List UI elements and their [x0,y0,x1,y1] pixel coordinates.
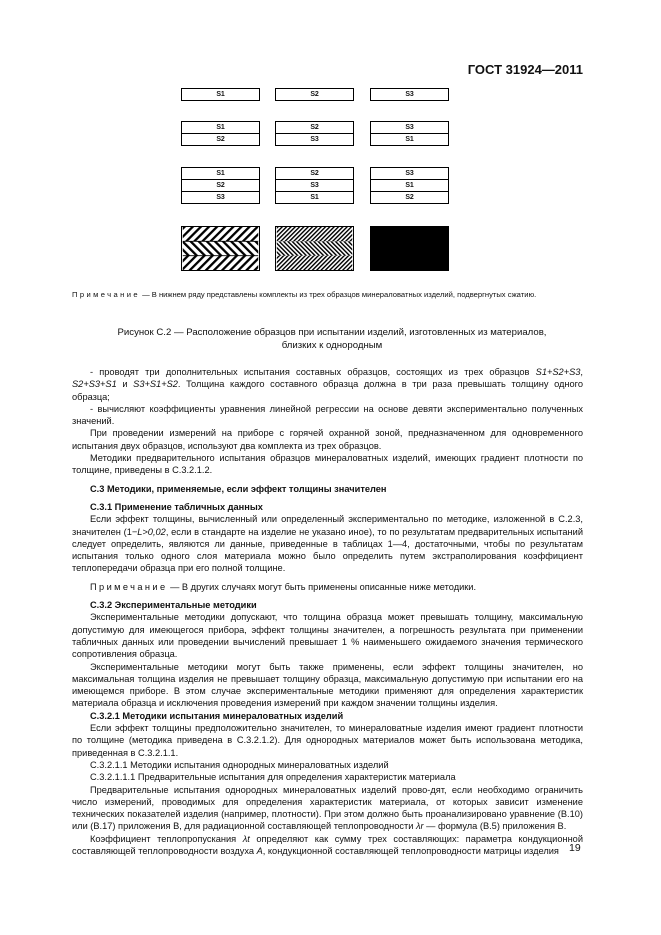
paragraph [72,513,583,574]
sample-set [275,121,354,146]
formula: −L>0,02 [131,526,166,537]
sample-label: S1 [310,194,319,201]
sample-label: S1 [405,136,414,143]
sample-label: S3 [371,122,448,134]
caption-line: Рисунок С.2 — Расположение образцов при испытании изделий, изготовленных из материалов, [117,327,547,338]
formula: S3+S1+S2 [133,379,178,390]
text-run: Коэффициент теплопропускания [90,833,243,844]
subsection-title: С.3.2.1.1.1 Предварительные испытания для определения характеристик материала [90,772,456,783]
text-run: — формула (В.5) приложения В. [423,821,567,832]
paragraph [72,366,583,403]
section-heading: С.3.2.1 Методики испытания минераловатных изделий [90,710,344,721]
sample-set [275,167,354,204]
sample-label: S3 [310,136,319,143]
sample-set [370,121,449,146]
paragraph: Экспериментальные методики могут быть также применены, если эффект толщины значителен, но максимальная толщина изделия не превышает толщину образца, максимальную допустимую при испытании его на имеющемся приборе. В этом случае экспериментальные методики применяют для определения характеристик материала образца и исключения проведения измерений при каждом значении толщины изделия. [72,661,583,709]
compressed-set-fine [275,226,354,271]
text-run: Если эффект толщины, вычисленный или определенный экспериментально по методике, изложенной в С.2.3, значителен (1 [72,514,583,537]
text-run: определяют как сумму трех составляющих: параметра кондукционной составляющей теплопроводности воздуха [72,833,583,856]
subsection-title: С.3.2.1.1 Методики испытания однородных минераловатных изделий [90,759,389,770]
sample-label: S3 [216,194,225,201]
figure-note [72,289,592,301]
text-run: - проводят три дополнительных испытания составных образцов, состоящих из трех образцов [90,367,536,377]
section-heading: С.3 Методики, применяемые, если эффект толщины значителен [90,483,387,494]
sample-label: S2 [216,136,225,143]
text-run: Предварительные испытания однородных минераловатных изделий прово-дят, если необходимо ограничить число измерений, проводимых для определения характеристик материала, от которых зависит изменение технических показателей изделия (например, плотности). При этом должно быть проанализировано уравнение (В.10) или (В.17) приложения В, для радиационной составляющей теплопроводности [72,784,583,832]
paragraph: - вычисляют коэффициенты уравнения линейной регрессии на основе девяти экспериментально полученных значений. [72,403,583,427]
page-number: 19 [569,842,581,854]
sample-label: S1 [216,91,225,98]
sample-label: S2 [276,122,353,134]
sample-label: S2 [276,168,353,180]
note-text: — В других случаях могут быть применены описанные ниже методики. [167,581,477,592]
text-run: , если в стандарте на изделие не указано иное), то по результатам предварительных испытаний следует определить, являются ли данные, приведенные в таблицах 1—4, достаточными, чтобы по результатам испытания только одного слоя материала можно было определить путем экстраполирования коэффициент теплопередачи образца при его полной толщине. [72,526,583,574]
text-run: . Толщина каждого составного образца должна в три раза превышать толщину одного образца; [72,379,583,402]
figure-caption [72,326,592,352]
sample-label: S3 [405,91,414,98]
paragraph: Экспериментальные методики допускают, что толщина образца может превышать толщину, максимальную допустимую для имеющегося прибора, эффект толщины значителен, а погрешность результата при применении табличных данных или проведении вычислений превышает 1 % наименьшего ожидаемого значения термического сопротивления образца. [72,612,583,660]
sample-label: S1 [182,122,259,134]
formula: S2+S3+S1 [72,379,117,390]
paragraph [72,833,583,858]
paragraph [72,784,583,833]
sample-set [275,88,354,101]
paragraph: Методики предварительного испытания образцов минераловатных изделий, имеющих градиент плотности по толщине, приведены в С.3.2.1.2. [72,453,583,476]
note [72,581,583,593]
sample-label: S3 [371,168,448,180]
note-label: Примечание [90,581,168,592]
compressed-set-coarse [181,226,260,271]
document-code: ГОСТ 31924—2011 [467,62,583,77]
sample-label: S2 [310,91,319,98]
sample-set [181,121,260,146]
formula: λr [415,821,424,832]
formula: A [256,845,263,856]
sample-set [370,167,449,204]
sample-set [181,88,260,101]
sample-label: S2 [405,194,414,201]
text-run: и [116,379,134,390]
body-text [72,366,583,857]
compressed-set-solid [370,226,449,271]
sample-label: S1 [371,180,448,192]
formula: S1+S2+S3 [535,367,581,377]
sample-set [370,88,449,101]
section-heading: С.3.2 Экспериментальные методики [90,600,257,611]
paragraph: При проведении измерений на приборе с горячей охранной зоной, предназначенном для одновременного испытания двух образцов, используют два комплекта из трех образцов. [72,428,583,451]
sample-label: S2 [182,180,259,192]
caption-line: близких к однородным [281,340,383,351]
note-label: Примечание [72,290,140,299]
sample-label: S1 [182,168,259,180]
note-text: — В нижнем ряду представлены комплекты из трех образцов минераловатных изделий, подвергнутых сжатию. [139,290,537,299]
text-run: , [580,367,583,377]
section-heading: С.3.1 Применение табличных данных [90,501,263,512]
sample-label: S3 [276,180,353,192]
formula: λt [242,833,250,844]
paragraph: Если эффект толщины предположительно значителен, то минераловатные изделия имеют градиент плотности по толщине (методика приведена в С.3.2.1.2). Для однородных материалов может быть использована методика, приведенная в С.3.2.1.1. [72,723,583,758]
sample-set [181,167,260,204]
text-run: , кондукционной составляющей теплопроводности матрицы изделия [262,845,559,856]
